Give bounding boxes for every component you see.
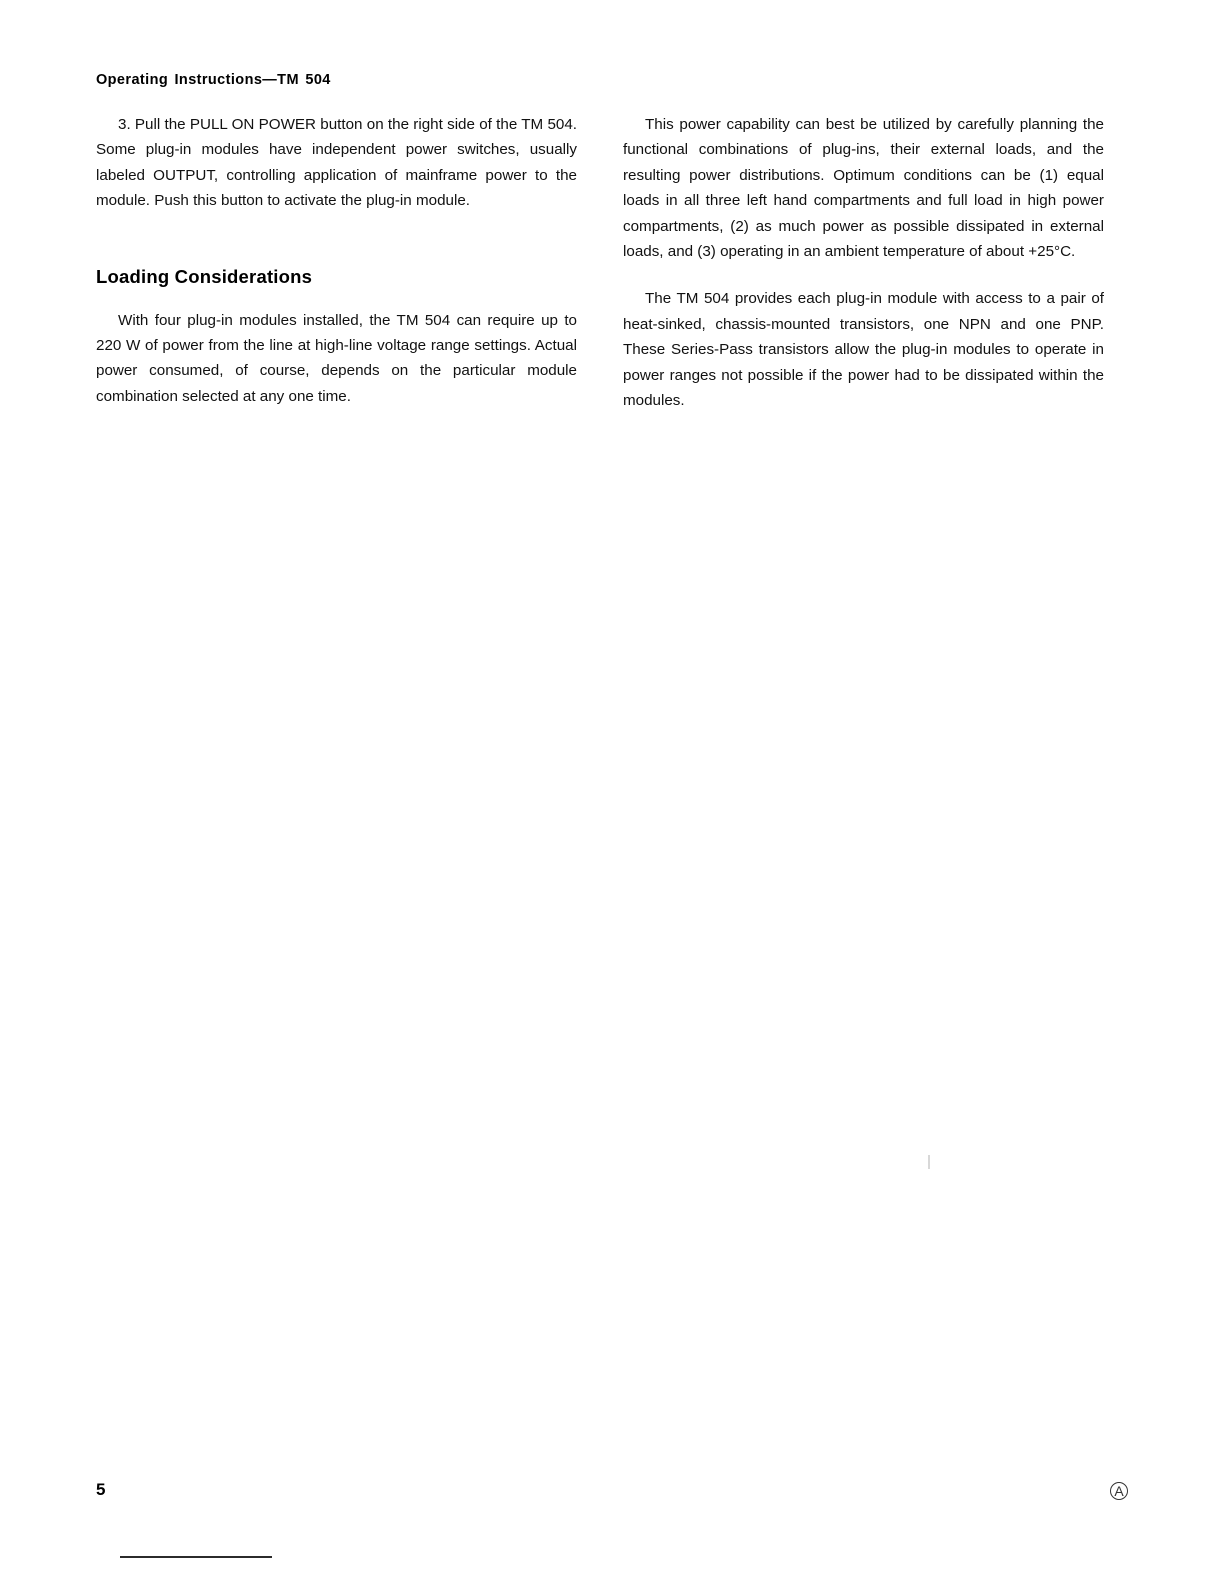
- loading-considerations-heading-block: [96, 266, 577, 288]
- page-artifact: [928, 1155, 930, 1169]
- left-paragraph-1: 3. Pull the PULL ON POWER button on the right side of the TM 504. Some plug-in modules have independent power switches, usually labeled OUTPUT, controlling application of mainframe power to the module. Push this button to activate the plug-in module.: [96, 116, 577, 210]
- right-paragraph-2: The TM 504 provides each plug-in module with access to a pair of heat-sinked, chassis-mounted transistors, one NPN and one PNP. These Series-Pass transistors allow the plug-in modules to operate in power ranges not possible if the power had to be dissipated within the modules.: [623, 290, 1104, 410]
- running-head: Operating Instructions—TM 504: [96, 72, 331, 88]
- section-heading: Loading Considerations: [96, 265, 313, 287]
- right-column: [623, 112, 1104, 413]
- right-paragraph-1: This power capability can best be utilized by carefully planning the functional combinations of plug-ins, their external loads, and the resulting power distributions. Optimum conditions can be (1) equal loads in all three left hand compartments and full load in high power compartments, (2) as much power as possible dissipated in external loads, and (3) operating in an ambient temperature of about +25°C.: [623, 116, 1104, 261]
- left-column: [96, 112, 577, 413]
- revision-mark: A: [1110, 1482, 1128, 1500]
- page-number: 5: [96, 1480, 106, 1499]
- bottom-rule: [120, 1556, 272, 1558]
- body-columns: [96, 112, 1104, 413]
- left-paragraph-2: With four plug-in modules installed, the TM 504 can require up to 220 W of power from the line at high-line voltage range settings. Actual power consumed, of course, depends on the particular module combination selected at any one time.: [96, 311, 577, 405]
